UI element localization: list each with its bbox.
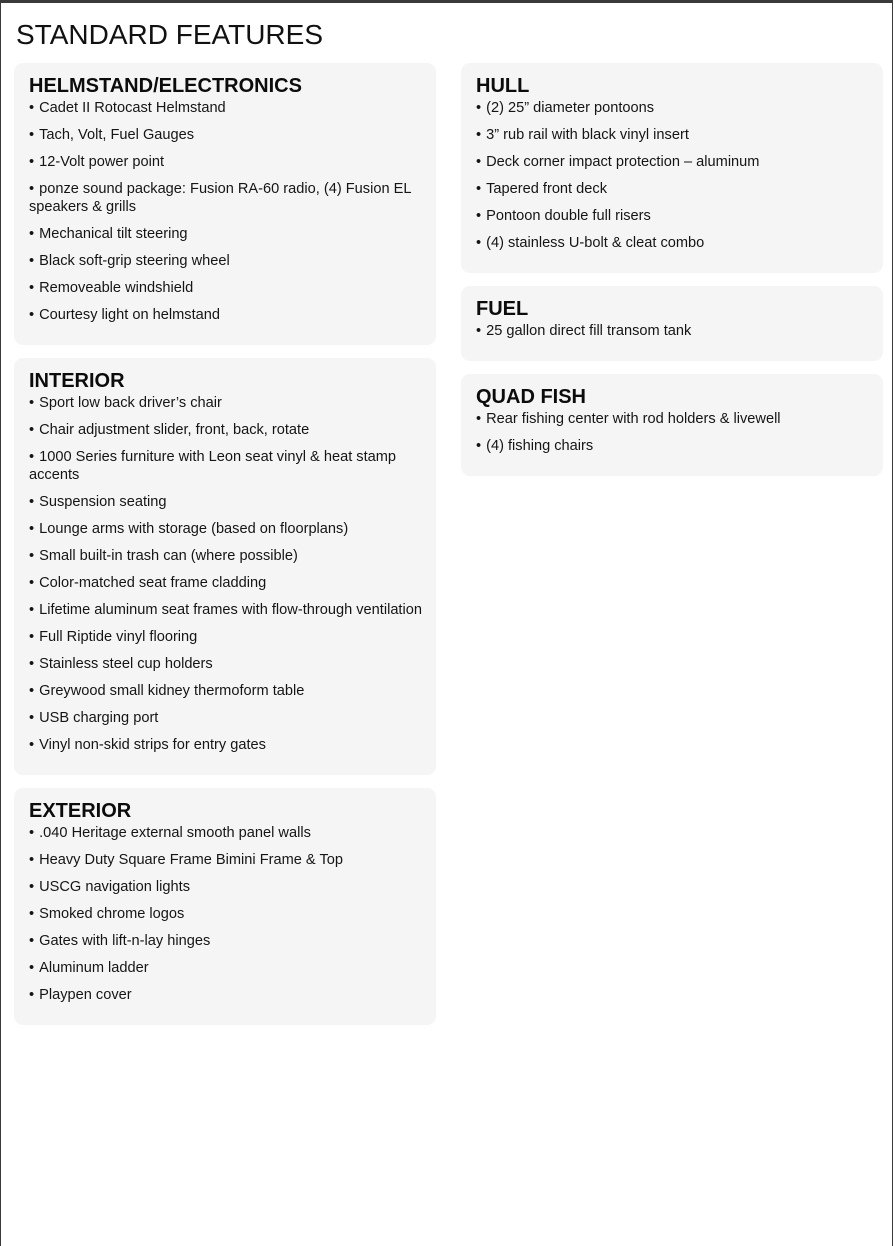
feature-item-text: Aluminum ladder: [39, 960, 149, 976]
bullet-icon: •: [29, 253, 35, 269]
bullet-icon: •: [29, 656, 35, 672]
bullet-icon: •: [29, 960, 35, 976]
feature-item-text: USB charging port: [39, 710, 159, 726]
feature-item: [476, 234, 869, 252]
feature-item: [29, 986, 422, 1004]
section-heading: HULL: [476, 75, 530, 97]
feature-item: [29, 225, 422, 243]
feature-item: [476, 180, 869, 198]
feature-item-text: Greywood small kidney thermoform table: [39, 683, 305, 699]
feature-item-text: Small built-in trash can (where possible): [39, 548, 298, 564]
section-heading: FUEL: [476, 298, 529, 320]
feature-item: [29, 574, 422, 592]
bullet-icon: •: [29, 683, 35, 699]
feature-card-exterior: [14, 788, 436, 1025]
left-column: [14, 63, 436, 1038]
section-heading: HELMSTAND/ELECTRONICS: [29, 75, 302, 97]
feature-item-text: Heavy Duty Square Frame Bimini Frame & Top: [39, 852, 343, 868]
bullet-icon: •: [29, 127, 35, 143]
bullet-icon: •: [29, 987, 35, 1003]
feature-card-interior: [14, 358, 436, 775]
feature-item-text: Cadet II Rotocast Helmstand: [39, 100, 226, 116]
feature-item: [29, 493, 422, 511]
bullet-icon: •: [476, 323, 482, 339]
feature-item: [29, 547, 422, 565]
feature-item-text: Removeable windshield: [39, 280, 194, 296]
bullet-icon: •: [476, 411, 482, 427]
bullet-icon: •: [476, 235, 482, 251]
feature-card-helmstand-electronics: [14, 63, 436, 345]
feature-item: [29, 628, 422, 646]
feature-item: [476, 207, 869, 225]
feature-item-text: Stainless steel cup holders: [39, 656, 213, 672]
feature-list: [476, 322, 869, 340]
feature-item: [29, 851, 422, 869]
bullet-icon: •: [29, 307, 35, 323]
feature-item-text: Lounge arms with storage (based on floorplans): [39, 521, 349, 537]
feature-item-text: Gates with lift-n-lay hinges: [39, 933, 211, 949]
feature-item-text: Pontoon double full risers: [486, 208, 651, 224]
bullet-icon: •: [29, 906, 35, 922]
feature-list: [29, 824, 422, 1004]
feature-item: [29, 736, 422, 754]
bullet-icon: •: [29, 825, 35, 841]
feature-item-text: Tapered front deck: [486, 181, 607, 197]
feature-item-text: Tach, Volt, Fuel Gauges: [39, 127, 195, 143]
feature-item-text: (4) fishing chairs: [486, 438, 594, 454]
feature-item: [29, 279, 422, 297]
feature-item-text: Suspension seating: [39, 494, 167, 510]
feature-item-text: Color-matched seat frame cladding: [39, 575, 267, 591]
bullet-icon: •: [29, 449, 35, 465]
feature-item-text: Sport low back driver’s chair: [39, 395, 222, 411]
feature-item-text: 3” rub rail with black vinyl insert: [486, 127, 689, 143]
feature-item-text: 25 gallon direct fill transom tank: [486, 323, 692, 339]
bullet-icon: •: [29, 100, 35, 116]
feature-item-text: ponze sound package: Fusion RA-60 radio, (4) Fusion EL speakers & grills: [29, 181, 411, 215]
bullet-icon: •: [476, 438, 482, 454]
bullet-icon: •: [476, 181, 482, 197]
bullet-icon: •: [29, 737, 35, 753]
bullet-icon: •: [476, 100, 482, 116]
section-heading: QUAD FISH: [476, 386, 586, 408]
feature-item-text: Black soft-grip steering wheel: [39, 253, 230, 269]
feature-item-text: Deck corner impact protection – aluminum: [486, 154, 760, 170]
feature-item: [29, 878, 422, 896]
feature-card-fuel: [461, 286, 883, 361]
feature-item: [29, 959, 422, 977]
feature-item: [476, 99, 869, 117]
feature-item: [29, 905, 422, 923]
feature-item: [29, 601, 422, 619]
bullet-icon: •: [476, 154, 482, 170]
bullet-icon: •: [29, 548, 35, 564]
bullet-icon: •: [29, 629, 35, 645]
bullet-icon: •: [29, 575, 35, 591]
feature-list: [476, 99, 869, 252]
feature-item-text: Smoked chrome logos: [39, 906, 185, 922]
feature-card-hull: [461, 63, 883, 273]
feature-item: [29, 126, 422, 144]
bullet-icon: •: [29, 852, 35, 868]
feature-item: [29, 180, 422, 216]
feature-list: [476, 410, 869, 455]
feature-item-text: Courtesy light on helmstand: [39, 307, 221, 323]
feature-item-text: Rear fishing center with rod holders & livewell: [486, 411, 781, 427]
feature-item-text: 1000 Series furniture with Leon seat vinyl & heat stamp accents: [29, 449, 397, 483]
feature-item: [476, 153, 869, 171]
feature-item: [29, 932, 422, 950]
feature-item-text: Full Riptide vinyl flooring: [39, 629, 198, 645]
bullet-icon: •: [29, 226, 35, 242]
bullet-icon: •: [29, 602, 35, 618]
feature-item: [476, 322, 869, 340]
feature-item: [29, 709, 422, 727]
bullet-icon: •: [476, 127, 482, 143]
feature-item: [29, 306, 422, 324]
feature-list: [29, 99, 422, 324]
feature-item-text: .040 Heritage external smooth panel walls: [39, 825, 311, 841]
bullet-icon: •: [476, 208, 482, 224]
feature-item-text: USCG navigation lights: [39, 879, 190, 895]
page-title: STANDARD FEATURES: [16, 19, 323, 50]
bullet-icon: •: [29, 280, 35, 296]
bullet-icon: •: [29, 181, 35, 197]
bullet-icon: •: [29, 494, 35, 510]
feature-item-text: (4) stainless U-bolt & cleat combo: [486, 235, 705, 251]
bullet-icon: •: [29, 879, 35, 895]
feature-item: [476, 437, 869, 455]
feature-item-text: Mechanical tilt steering: [39, 226, 188, 242]
bullet-icon: •: [29, 395, 35, 411]
section-heading: INTERIOR: [29, 370, 125, 392]
feature-item: [29, 421, 422, 439]
bullet-icon: •: [29, 933, 35, 949]
feature-item-text: Lifetime aluminum seat frames with flow-through ventilation: [39, 602, 422, 618]
feature-item: [29, 520, 422, 538]
bullet-icon: •: [29, 710, 35, 726]
feature-item: [29, 448, 422, 484]
feature-item-text: Playpen cover: [39, 987, 132, 1003]
section-heading: EXTERIOR: [29, 800, 132, 822]
feature-item-text: Chair adjustment slider, front, back, rotate: [39, 422, 310, 438]
feature-item: [29, 824, 422, 842]
feature-item-text: Vinyl non-skid strips for entry gates: [39, 737, 266, 753]
feature-item-text: 12-Volt power point: [39, 154, 165, 170]
bullet-icon: •: [29, 521, 35, 537]
feature-item: [476, 410, 869, 428]
feature-item: [29, 682, 422, 700]
feature-list: [29, 394, 422, 754]
bullet-icon: •: [29, 422, 35, 438]
feature-item-text: (2) 25” diameter pontoons: [486, 100, 655, 116]
feature-card-quad-fish: [461, 374, 883, 476]
feature-item: [29, 99, 422, 117]
feature-item: [29, 153, 422, 171]
right-column: [461, 63, 883, 489]
feature-item: [29, 655, 422, 673]
feature-item: [476, 126, 869, 144]
bullet-icon: •: [29, 154, 35, 170]
feature-item: [29, 394, 422, 412]
feature-item: [29, 252, 422, 270]
